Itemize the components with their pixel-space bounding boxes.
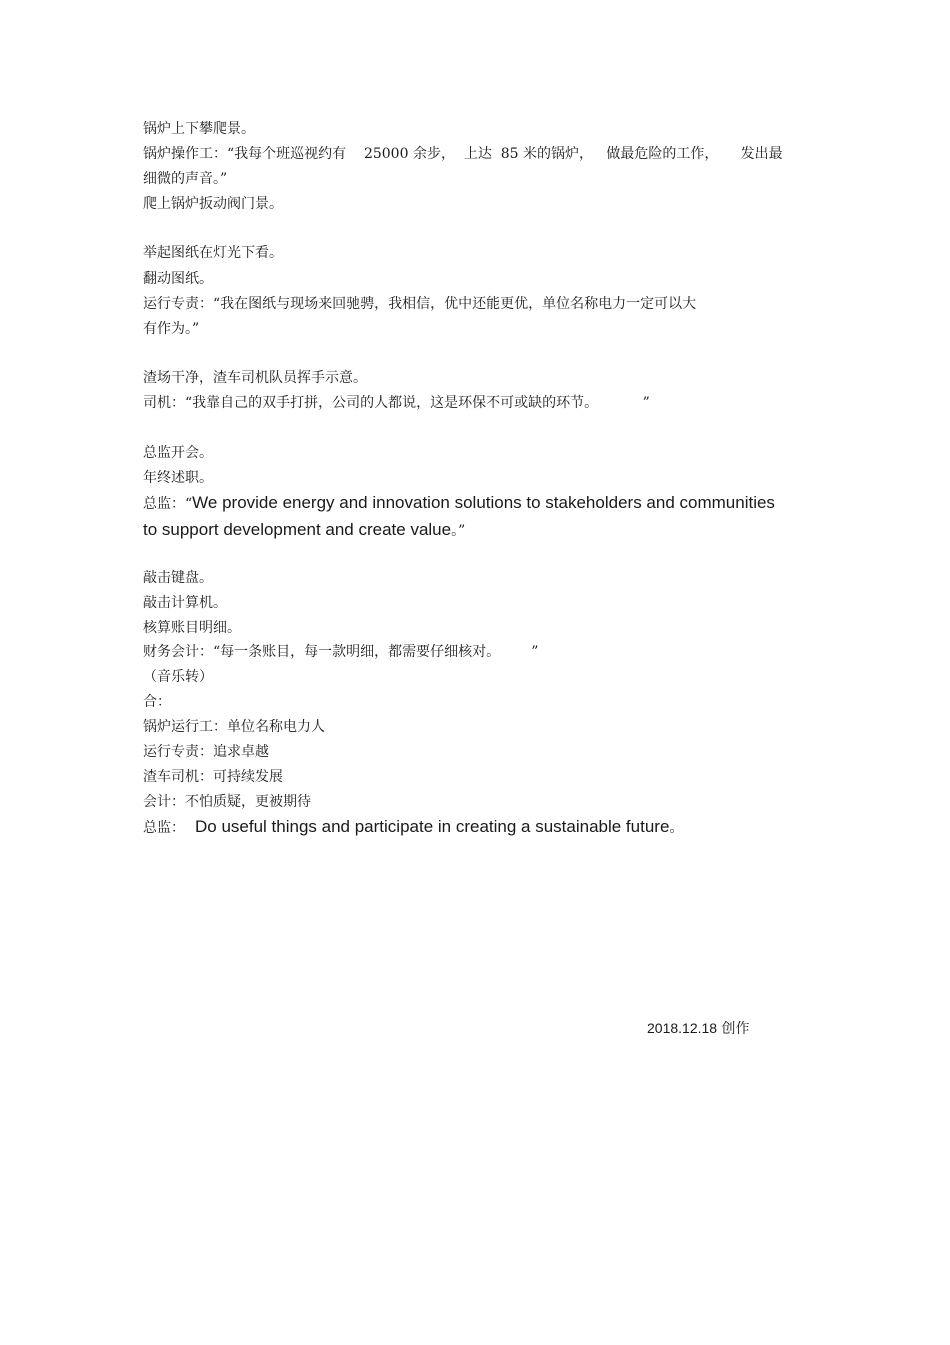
text-line: 敲击键盘。: [143, 570, 213, 586]
english-quote: We provide energy and innovation solutions to stakeholders and communities: [192, 493, 775, 512]
text-line: 锅炉运行工：单位名称电力人: [143, 719, 325, 735]
quote-close: 。”: [451, 523, 466, 539]
text-line: 有作为。”: [143, 321, 200, 337]
creation-date: [647, 1019, 750, 1038]
text-line: 财务会计：“每一条账目，每一款明细，都需要仔细核对。 ”: [143, 644, 539, 660]
director-closing-line: [143, 818, 683, 837]
director-quote-line-1: [143, 494, 775, 513]
text-line: 敲击计算机。: [143, 595, 227, 611]
text-line: 爬上锅炉扳动阀门景。: [143, 196, 283, 212]
text-line: 锅炉操作工：“我每个班巡视约有 25000 余步， 上达 85 米的锅炉， 做最危险的工作， 发出最: [143, 146, 783, 162]
director-quote-line-2: [143, 521, 465, 540]
text-line: 渣场干净，渣车司机队员挥手示意。: [143, 370, 367, 386]
english-slogan: Do useful things and participate in creating a sustainable future: [195, 817, 670, 836]
text-line: 举起图纸在灯光下看。: [143, 245, 283, 261]
text-line: 锅炉上下攀爬景。: [143, 121, 255, 137]
text-line: 年终述职。: [143, 470, 213, 486]
text-line: 核算账目明细。: [143, 620, 241, 636]
period-mark: 。: [669, 820, 684, 836]
speaker-label: 总监：: [143, 820, 185, 836]
text-line: 司机：“我靠自己的双手打拼，公司的人都说，这是环保不可或缺的环节。 ”: [143, 395, 650, 411]
date-value: 2018.12.18: [647, 1020, 718, 1036]
speaker-label: 总监：“: [143, 496, 193, 512]
text-line: 翻动图纸。: [143, 271, 213, 287]
text-line: （音乐转）: [143, 669, 213, 685]
text-line: 渣车司机：可持续发展: [143, 769, 283, 785]
text-line: 总监开会。: [143, 445, 213, 461]
text-line: 细微的声音。”: [143, 171, 228, 187]
english-quote: to support development and create value: [143, 520, 452, 539]
text-line: 运行专责：追求卓越: [143, 744, 269, 760]
text-line: 会计：不怕质疑，更被期待: [143, 794, 311, 810]
text-line: 运行专责：“我在图纸与现场来回驰骋，我相信，优中还能更优，单位名称电力一定可以大: [143, 296, 697, 312]
date-suffix: 创作: [717, 1021, 750, 1037]
text-line: 合：: [143, 694, 171, 710]
